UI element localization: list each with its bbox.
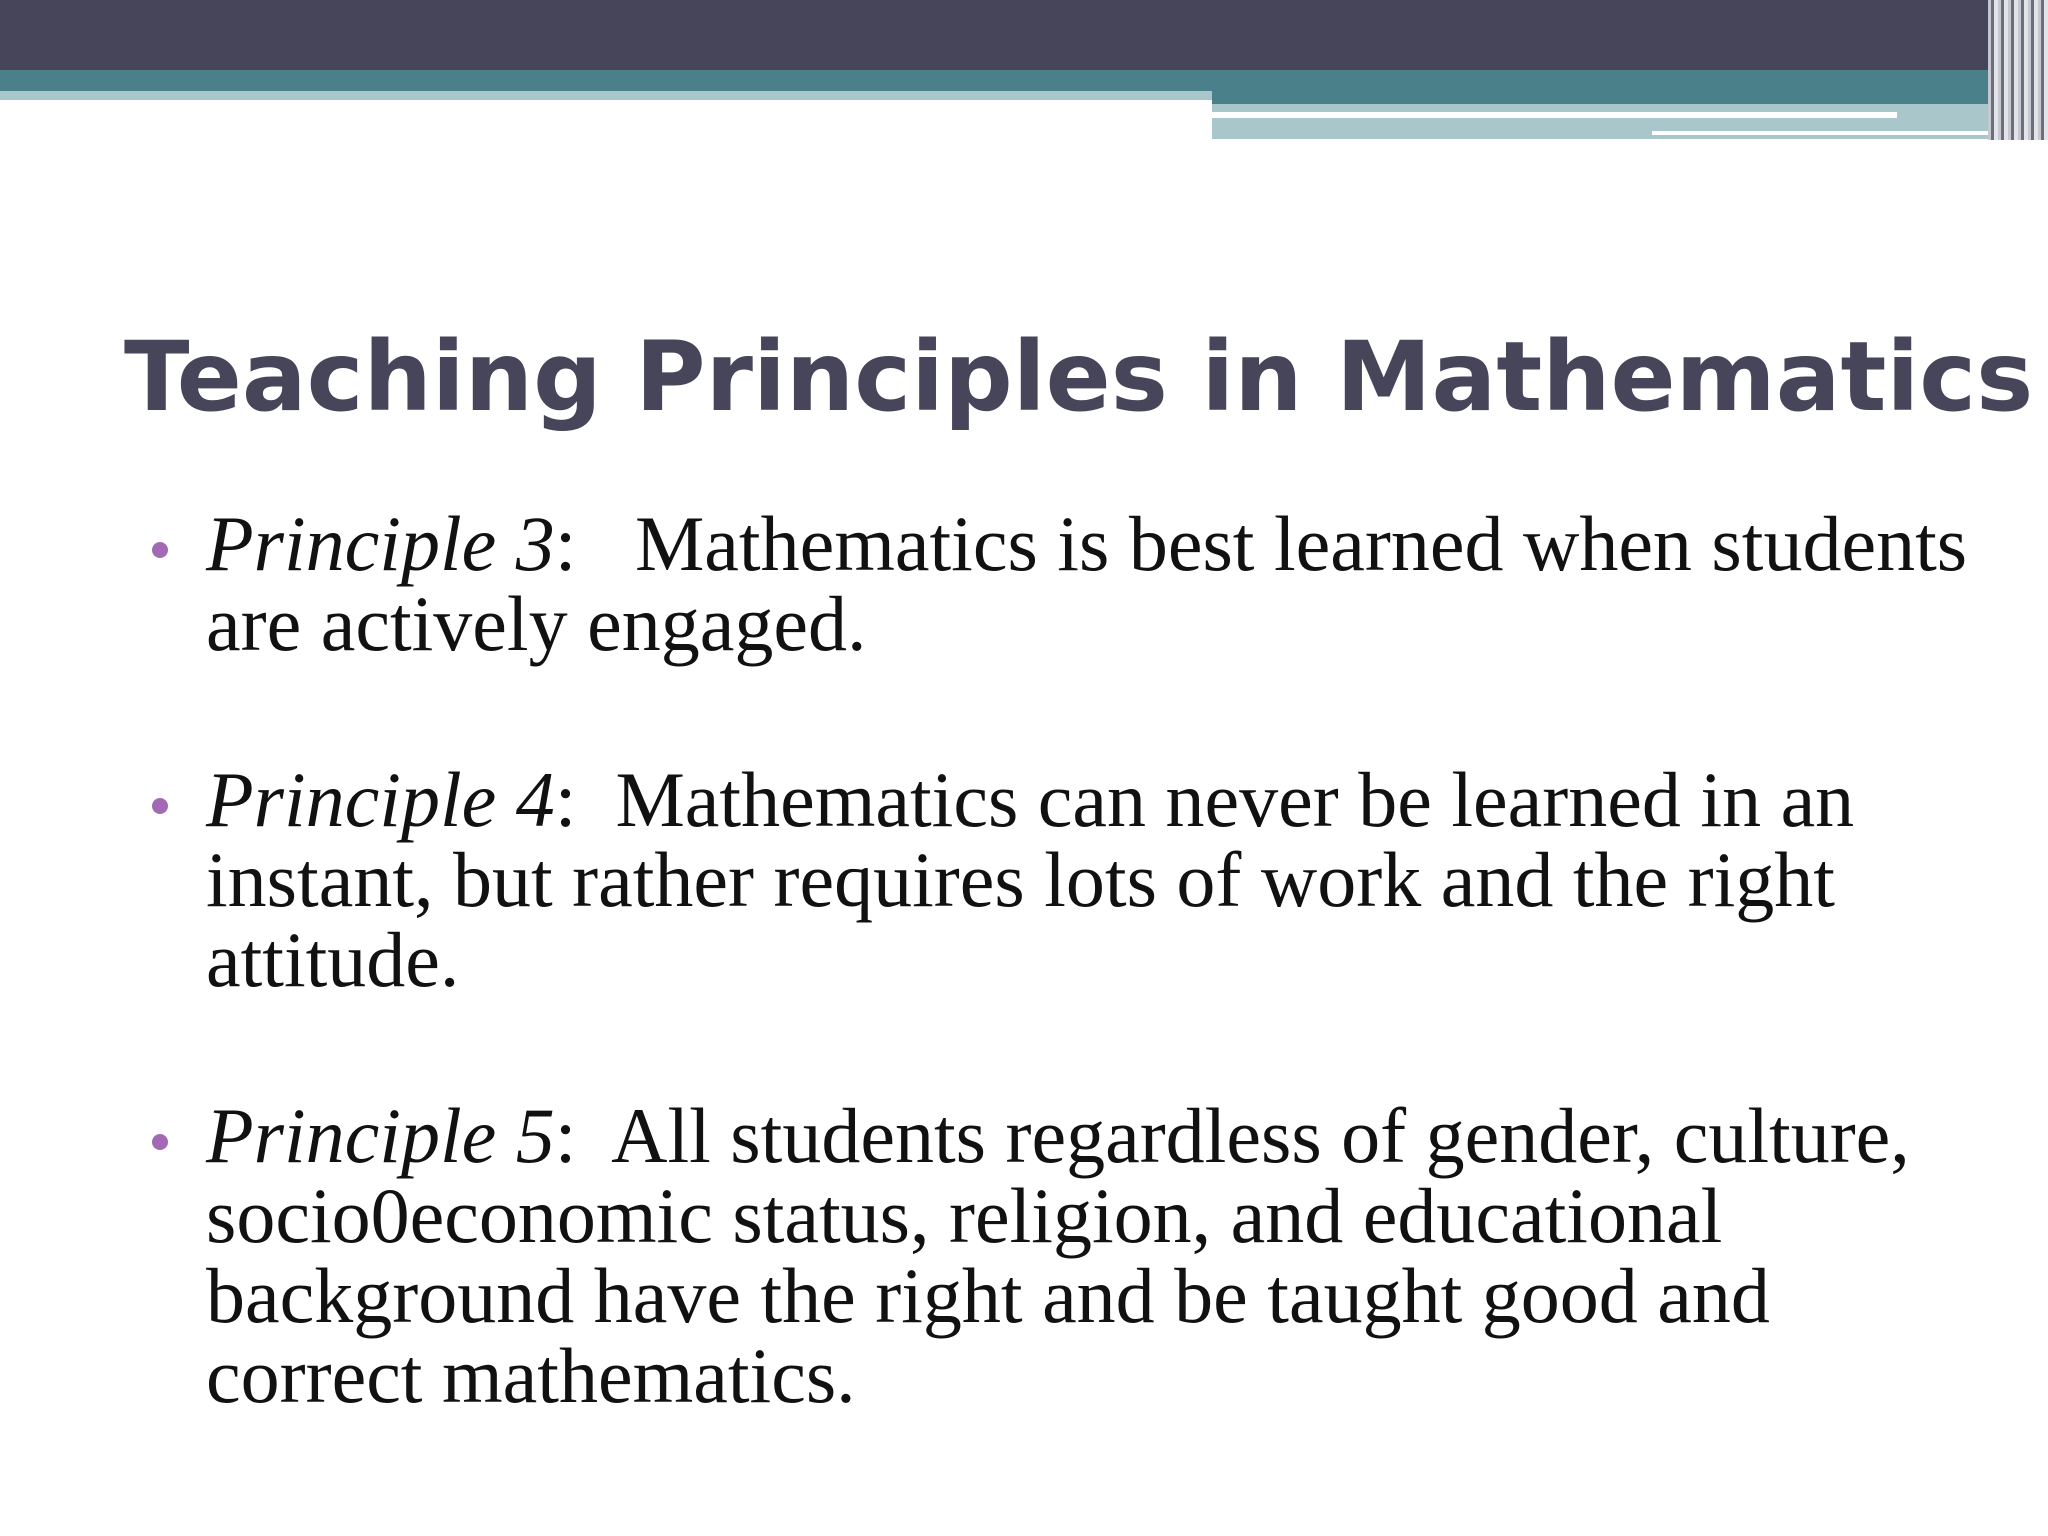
- principle-text: All students regardless of gender, culture, socio0economic status, religion, and educational background have the right and be taught good and correct mathematics.: [206, 1092, 1910, 1419]
- principle-label: Principle 3: [206, 500, 555, 587]
- header-teal-band: [0, 70, 2048, 91]
- bullet-dot-icon: [152, 542, 168, 558]
- principle-text: Mathematics can never be learned in an instant, but rather requires lots of work and the right attitude.: [206, 756, 1855, 1003]
- bullet-dot-icon: [152, 1134, 168, 1150]
- header-light-band-left: [0, 91, 1212, 100]
- principle-separator: :: [554, 756, 616, 843]
- bullet-list: [140, 500, 1980, 1419]
- principle-separator: :: [554, 1092, 612, 1179]
- bullet-dot-icon: [152, 798, 168, 814]
- principle-label: Principle 5: [206, 1092, 555, 1179]
- principle-separator: :: [554, 500, 635, 587]
- edge-stripes: [1988, 0, 2048, 140]
- principle-label: Principle 4: [206, 756, 555, 843]
- header-teal-band-right: [1212, 91, 2048, 104]
- slide-title: Teaching Principles in Mathematics: [124, 321, 2034, 433]
- bullet-principle-5: [140, 1092, 1980, 1419]
- bullet-principle-3: [140, 500, 1980, 667]
- header-dark-band: [0, 0, 2048, 70]
- bullet-principle-4: [140, 756, 1980, 1003]
- header-accent-line: [1212, 112, 1897, 118]
- principle-text: Mathematics is best learned when students are actively engaged.: [206, 500, 1968, 667]
